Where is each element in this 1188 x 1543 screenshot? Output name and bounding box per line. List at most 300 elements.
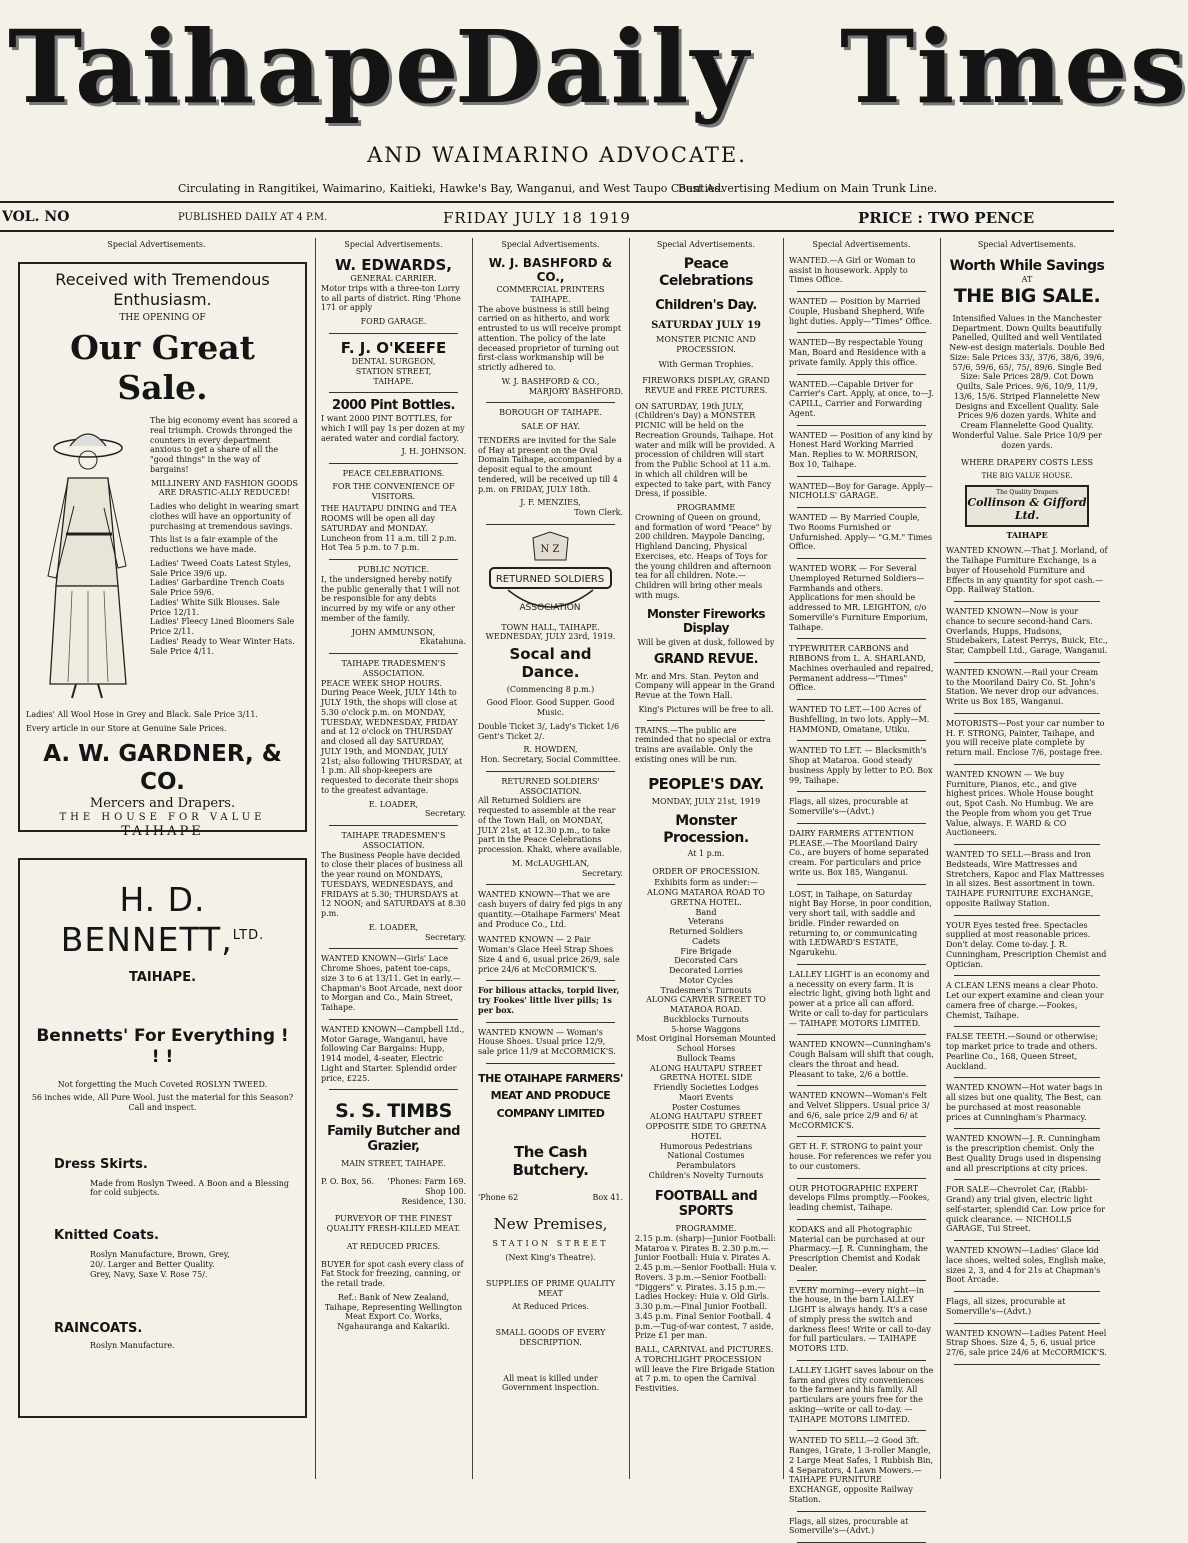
rs-commencing: (Commencing 8 p.m.): [506, 684, 595, 694]
divider: [954, 764, 1100, 765]
bennett-ltd: LTD.: [232, 928, 265, 943]
timbs-address: MAIN STREET, TAIHAPE.: [341, 1159, 446, 1169]
knitted-coats-text: Roslyn Manufacture, Brown, Grey, 20/. Larger and Better Quality. Grey, Navy, Saxe V. Rose 75/.: [90, 1250, 230, 1279]
classified-ad: Flags, all sizes, procurable at Somerville's—(Advt.): [789, 797, 909, 816]
bashford-text: The above business is still being carried on as hitherto, and work entrusted to us will receive prompt attention. The policy of the late deceased proprietor of turning out first-class workmanship will be strictly adhered to.: [478, 304, 622, 372]
classified-ad: WANTED — Position by Married Couple, Husband Shepherd, Wife light duties. Apply—"Times" Office.: [789, 297, 932, 326]
divider: [486, 402, 615, 403]
timbs-box: P. O. Box, 56.: [321, 1177, 375, 1187]
gardner-ad: [18, 262, 307, 839]
procession-item: Poster Costumes: [671, 1102, 741, 1112]
pigs-ad: WANTED KNOWN—That we are cash buyers of dairy fed pigs in any quantity.—Otaihape Farmers' Meat and Produce Co., Ltd.: [478, 890, 623, 929]
classified-ad: WANTED KNOWN—Ladies' Glace kid lace shoes, welted soles, English make, sizes 2, 3, and 4 for 21s at Chapman's Boot Arcade.: [946, 1246, 1106, 1285]
programme-text: Crowning of Queen on ground, and formation of word "Peace" by 200 children. Maypole Dancing, Highland Dancing, Physical Exercises, etc. Heaps of Toys for the young children and afternoon tea for all children. Note.—Children will bring other meals with mugs.: [635, 512, 772, 600]
big-sale-list: Intensified Values in the Manchester Department. Down Quilts beautifully Panelled, Quilted and well Ventilated New-est design materials. Double Bed Size: Sale Prices 33/, 37/6, 38/6, 39/6, 57/6, 59/6, 65/, 75/, 89/6. Single Bed Size: Sale Prices 28/9. Cot Down Quilts, Sale Prices. 9/6, 10/9, 11/9, 13/6, 15/6. Striped Flannelette New Designs and Excellent Quality. Sale Prices 9/6 dozen yards. White and Cream Flannelette Good Quality. Wonderful Value. Sale Price 10/9 per dozen yards.: [949, 313, 1105, 450]
grand-revue-heading: GRAND REVUE.: [653, 651, 759, 667]
divider: [797, 374, 926, 375]
procession-item: 5-horse Waggons: [671, 1024, 741, 1034]
edwards-name: W. EDWARDS,: [335, 255, 452, 274]
classified-ad: WANTED KNOWN — We buy Furniture, Pianos, etc., and give highest prices. Whole House bought out, Spot Cash. No Humbug. We are the People from whom you get True Value, always. F. WARD & CO Auctioneers.: [946, 769, 1094, 838]
peace-headline: Peace Celebrations: [659, 255, 753, 289]
girls-shoes-ad: WANTED KNOWN—Girls' Lace Chrome Shoes, patent toe-caps, size 3 to 6 at 13/11. Get in early.—Chapman's Boot Arcade, next door to Morgan and Co., Main Street, Taihape.: [321, 954, 463, 1013]
classified-ad: WANTED — By Married Couple, Two Rooms Furnished or Unfurnished. Apply— "G.M." Times Office.: [789, 513, 932, 552]
procession-item: GRETNA HOTEL.: [670, 897, 742, 907]
bennett-town: TAIHAPE.: [128, 970, 197, 986]
tradesmen-secretary: Secretary.: [424, 809, 466, 819]
rsa-secretary: Secretary.: [581, 868, 623, 878]
bennett-name-text: H. D. BENNETT,: [60, 879, 233, 959]
procession-item: Band: [695, 907, 717, 917]
classified-ad: WANTED KNOWN.—Rail your Cream to the Mooriland Dairy Co. St. John's Station. We never drop our advances. Write us Box 185, Wanganui.: [946, 667, 1099, 707]
kings-pictures: King's Pictures will be free to all.: [638, 704, 774, 714]
divider: [329, 392, 458, 393]
classified-ad: LALLEY LIGHT is an economy and a necessity on every farm. It is electric light, giving both light and power at a price all can afford. Write or call to-day for particulars — TAIHAPE MOTORS LIMITED.: [789, 969, 931, 1028]
divider: [954, 713, 1100, 714]
column-2: [317, 238, 470, 1479]
peace-celebrations-programme: [635, 256, 777, 1394]
divider: [486, 1063, 615, 1064]
collinson-gifford-logo: [965, 485, 1089, 527]
german-trophies: With German Trophies.: [658, 360, 754, 370]
divider: [486, 1022, 615, 1023]
divider: [797, 1511, 926, 1512]
peace-celebrations-sub: FOR THE CONVENIENCE OF VISITORS.: [332, 481, 455, 501]
bashford-trade: COMMERCIAL PRINTERS: [496, 285, 605, 294]
big-value-house: THE BIG VALUE HOUSE.: [981, 472, 1073, 480]
divider: [797, 638, 926, 639]
divider: [797, 1085, 926, 1086]
best-advertising-line: Best Advertising Medium on Main Trunk Line.: [678, 182, 938, 195]
publication-schedule: PUBLISHED DAILY AT 4 P.M.: [178, 212, 328, 223]
gardner-headline: Received with Tremendous Enthusiasm.: [55, 269, 270, 309]
divider: [954, 844, 1100, 845]
divider: [954, 1179, 1100, 1180]
rsa-sign: M. McLAUGHLAN,: [511, 858, 590, 868]
procession-item: ALONG HAUTAPU STREET: [649, 1063, 763, 1073]
procession-order-heading: ORDER OF PROCESSION.: [652, 866, 760, 876]
column-heading: Special Advertisements.: [344, 240, 443, 249]
bashford-sign-2: MARJORY BASHFORD.: [528, 386, 623, 396]
divider: [797, 291, 926, 292]
fireworks-text: Will be given at dusk, followed by: [637, 637, 775, 647]
childrens-day: Children's Day.: [655, 297, 757, 313]
rs-text: Good Floor. Good Supper. Good Music.: [486, 698, 615, 718]
column-6: [942, 238, 1112, 1479]
classified-ad: WANTED KNOWN—Now is your chance to secure second-hand Cars. Overlands, Hupps, Hudsons, Studebakers, Latest Perrys, Buick, Etc., Star, Campbell Ltd., Garage, Wanganui.: [946, 607, 1108, 656]
procession-item: Most Original Horseman Mounted: [636, 1034, 776, 1044]
classified-ad: Flags, all sizes, procurable at Somerville's—(Advt.): [789, 1516, 909, 1536]
procession-item: Buckblocks Turnouts: [663, 1014, 749, 1024]
peace-celebrations-text: THE HAUTAPU DINING and TEA ROOMS will be open all day SATURDAY and MONDAY. Luncheon from 11 a.m. till 2 p.m. Hot Tea 5 p.m. to 7 p.m.: [321, 504, 457, 553]
procession-item: Tradesmen's Turnouts: [660, 985, 752, 995]
trains-notice: TRAINS.—The public are reminded that no special or extra trains are available. Only the existing ones will be run.: [635, 725, 771, 764]
logo-name: Collinson & Gifford Ltd.: [967, 495, 1087, 523]
gardner-ladies: Ladies who delight in wearing smart clothes will have an opportunity of purchasing at tremendous savings.: [150, 502, 299, 531]
procession-item: ALONG CARVER STREET TO: [646, 995, 766, 1005]
classified-ad: FALSE TEETH.—Sound or otherwise; top market price to trade and others. Pearline Co., 168, Queen Street, Auckland.: [946, 1032, 1098, 1071]
fashion-illustration: [26, 416, 146, 706]
procession-item: ALONG HAUTAPU STREET OPPOSITE SIDE TO GRETNA HOTEL: [645, 1112, 767, 1141]
campbell-garage-ad: WANTED KNOWN—Campbell Ltd., Motor Garage, Wanganui, have following Car Bargains: Hupp, 1914 model, 4-seater, Electric Light and Starter. Splendid order price, £225.: [321, 1024, 465, 1083]
issue-date: FRIDAY JULY 18 1919: [443, 209, 631, 227]
big-sale-ad: [946, 258, 1108, 541]
gardner-sale-title: Our Great Sale.: [70, 327, 255, 407]
column-1: [0, 238, 313, 1479]
classified-ad: WANTED—Boy for Garage. Apply—NICHOLLS' GARAGE.: [789, 481, 933, 501]
football-heading: FOOTBALL and SPORTS: [654, 1188, 758, 1220]
divider: [797, 1360, 926, 1361]
divider: [329, 1089, 458, 1090]
gardner-list-note: This list is a fair example of the reductions we have made.: [150, 535, 278, 555]
rsa-text: All Returned Soldiers are requested to assemble at the rear of the Town Hall, on MONDAY, JULY 21st, at 12.30 p.m., to take part in the Peace Celebrations procession. Khaki, where available.: [478, 796, 622, 855]
divider: [797, 1178, 926, 1179]
classified-ad: MOTORISTS—Post your car number to H. F. STRONG, Painter, Taihape, and you will receive plate complete by return mail. Enclose 7/6, postage free.: [946, 718, 1105, 758]
borough-subheading: SALE OF HAY.: [521, 422, 580, 431]
classified-ad: Flags, all sizes, procurable at Somerville's—(Advt.): [946, 1297, 1066, 1316]
divider: [329, 463, 458, 464]
divider: [797, 1034, 926, 1035]
peace-celebrations-heading: PEACE CELEBRATIONS.: [342, 469, 445, 479]
divider: [797, 964, 926, 965]
bennett-name: [30, 880, 295, 961]
rs-secretary: Hon. Secretary, Social Committee.: [480, 755, 621, 765]
timbs-phones: 'Phones: Farm 169. Shop 100. Residence, 130.: [387, 1177, 466, 1206]
procession-item: Perambulators: [676, 1161, 736, 1171]
divider: [954, 1323, 1100, 1324]
farmers-phone: 'Phone 62: [478, 1193, 519, 1203]
classified-ads: [942, 546, 1112, 1365]
badge-nz: N Z: [540, 543, 560, 555]
classified-ad: WANTED TO LET.—100 Acres of Bushfelling, in two lots. Apply—M. HAMMOND, Omatane, Utiku.: [789, 705, 930, 734]
divider: [954, 1026, 1100, 1027]
okeefe-address: STATION STREET,: [355, 366, 432, 376]
classified-ad: DAIRY FARMERS ATTENTION PLEASE.—The Mooriland Dairy Co., are buyers of home separated cream. For particulars and price write us. Box 185, Wanganui.: [789, 828, 929, 877]
timbs-buyer: BUYER for spot cash every class of Fat Stock for freezing, canning, or the retail trade.: [321, 1259, 464, 1289]
bennett-wool: 56 inches wide, All Pure Wool. Just the material for this Season? Call and inspect.: [31, 1093, 294, 1113]
procession-item: Children's Novelty Turnouts: [648, 1170, 764, 1180]
okeefe-town: TAIHAPE.: [373, 376, 414, 386]
edwards-sign: FORD GARAGE.: [360, 317, 427, 327]
list-item: Ladies' White Silk Blouses. Sale Price 12/11.: [150, 597, 280, 617]
peoples-day-date: MONDAY, JULY 21st, 1919: [651, 796, 761, 806]
gardner-intro: The big economy event has scored a real triumph. Crowds thronged the counters in every department anxious to get a share of all the "good things" in the way of bargains!: [150, 416, 298, 474]
monster-procession-heading: Monster Procession.: [663, 812, 749, 846]
masthead-rule: [0, 201, 1114, 203]
list-item: Ladies' Garbardine Trench Coats Sale Price 59/6.: [150, 578, 285, 598]
dress-skirts-text: Made from Roslyn Tweed. A Boon and a Blessing for cold subjects.: [90, 1178, 290, 1198]
procession-item: National Costumes: [667, 1151, 745, 1161]
timbs-name: S. S. TIMBS: [335, 1100, 452, 1123]
column-5: [785, 238, 938, 1536]
classified-ad: WANTED KNOWN—J. R. Cunningham is the prescription chemist. Only the Best Quality Drugs used in dispensing and all prescriptions at city prices.: [946, 1134, 1102, 1173]
divider: [329, 948, 458, 949]
returned-soldiers-badge: [478, 530, 623, 620]
borough-clerk: Town Clerk.: [574, 508, 623, 517]
classified-ad: KODAKS and all Photographic Material can be purchased at our Pharmacy.—J. R. Cunningham, the Prescription Chemist and Kodak Dealer.: [789, 1224, 928, 1273]
list-item: Ladies' Fleecy Lined Bloomers Sale Price 2/11.: [150, 617, 295, 637]
procession-item: Fire Brigade: [680, 946, 732, 956]
divider: [797, 1280, 926, 1281]
divider: [954, 662, 1100, 663]
classified-ad: FOR SALE—Chevrolet Car, (Rabbi-Grand) any trial given, electric light self-starter, splendid Car. Low price for quick clearance. — NICHOLLS GARAGE, Tui Street.: [946, 1185, 1105, 1234]
classified-ad: YOUR Eyes tested free. Spectacles supplied at most reasonable prices. Don't delay. Come to-day. J. R. Cunningham, Prescription Chemist and Optician.: [946, 920, 1107, 969]
football-programme-label: PROGRAMME.: [675, 1224, 737, 1234]
classified-ad: A CLEAN LENS means a clear Photo. Let our expert examine and clean your camera free of charge.—Fookes, Chemist, Taihape.: [946, 981, 1104, 1020]
classified-ad: WANTED.—Capable Driver for Carrier's Cart. Apply, at once, to—J. CAPILL, Carrier and Forwarding Agent.: [789, 379, 934, 418]
classified-ad: WANTED KNOWN—Ladies Patent Heel Strap Shoes. Size 4, 5, 6, usual price 27/6, sale price 24/6 at McCORMICK'S.: [946, 1328, 1107, 1358]
farmers-reduced: At Reduced Prices.: [512, 1302, 589, 1312]
timbs-purveyor: PURVEYOR OF THE FINEST QUALITY FRESH-KILLED MEAT.: [326, 1214, 461, 1234]
divider: [797, 823, 926, 824]
procession-item: Veterans: [688, 917, 724, 927]
heel-strap-shoes-ad: WANTED KNOWN — 2 Pair Woman's Glace Heel Strap Shoes Size 4 and 6, usual price 26/9, sale price 24/6 at McCORMICK'S.: [478, 935, 620, 974]
column-heading: Special Advertisements.: [501, 240, 600, 249]
bashford-town: TAIHAPE.: [530, 294, 571, 304]
divider: [797, 884, 926, 885]
classified-ad: WANTED — Position of any kind by Honest Hard Working Married Man. Replies to W. MORRISON, Box 10, Taihape.: [789, 430, 933, 469]
classified-ad: WANTED KNOWN—Woman's Felt and Velvet Slippers. Usual price 3/ and 6/6, sale price 2/9 and 6/ at McCORMICK'S.: [789, 1091, 930, 1130]
masthead-title-times: Times: [840, 8, 1188, 126]
divider: [954, 915, 1100, 916]
volume-number: VOL. NO: [2, 209, 70, 225]
rs-sign: R. HOWDEN,: [523, 745, 578, 755]
tradesmen-hours-secretary: Secretary.: [424, 932, 466, 942]
raincoats-text: Roslyn Manufacture.: [90, 1341, 175, 1351]
bashford-sign: W. J. BASHFORD & CO.,: [501, 376, 600, 386]
gardner-millinery: MILLINERY AND FASHION GOODS ARE DRASTIC-ALLY REDUCED!: [150, 478, 299, 498]
column-3: [474, 238, 627, 1479]
divider: [797, 1430, 926, 1431]
divider: [797, 791, 926, 792]
public-notice-place: Ekatahuna.: [419, 637, 466, 647]
classified-ad: WANTED KNOWN—Hot water bags in all sizes but one quality, The Best, can be purchased at most reasonable prices at Cunningham's Pharmacy.: [946, 1083, 1103, 1122]
classified-ad: WANTED KNOWN.—That J. Morland, of the Taihape Furniture Exchange, is a buyer of Household Furniture and Effects in any quantity for spot cash.—Opp. Railway Station.: [946, 546, 1108, 595]
classified-ad: TYPEWRITER CARBONS and RIBBONS from L. A. SHARLAND, Machines overhauled and repaired, Permanent address—"Times" Office.: [789, 644, 934, 693]
divider: [797, 699, 926, 700]
new-premises-heading: New Premises,: [493, 1214, 608, 1233]
classified-ad: WANTED KNOWN—Cunningham's Cough Balsam will shift that cough, clears the throat and head. Pleasant to take, 2/6 a bottle.: [789, 1040, 934, 1079]
list-item: Ladies' Tweed Coats Latest Styles, Sale Price 39/6 up.: [150, 558, 291, 578]
divider: [329, 1019, 458, 1020]
divider: [797, 476, 926, 477]
divider: [329, 825, 458, 826]
procession-item: Decorated Cars: [674, 956, 738, 966]
okeefe-ad: [321, 339, 466, 387]
cash-butchery-heading: The Cash Butchery.: [512, 1142, 589, 1179]
rs-social-heading: Socal and Dance.: [509, 645, 592, 682]
timbs-reduced: AT REDUCED PRICES.: [346, 1241, 441, 1251]
divider: [797, 740, 926, 741]
edwards-trade: GENERAL CARRIER.: [350, 274, 437, 284]
gardner-town: TAIHAPE: [121, 823, 204, 839]
tradesmen-sign: E. LOADER,: [368, 799, 419, 809]
procession-item: GRETNA HOTEL SIDE: [659, 1073, 753, 1083]
programme-heading: PROGRAMME: [676, 503, 736, 513]
savings-heading: Worth While Savings: [949, 257, 1105, 274]
masthead-title-daily: Daily: [455, 8, 751, 126]
picnic-text: ON SATURDAY, 19th JULY, (Children's Day) a MONSTER PICNIC will be held on the Recreation Grounds, Taihape. Hot water and milk will be provided. A procession of children will start from the Public School at 11 a.m. in which all children will be expected to take part, with Fancy Dress, if possible.: [635, 401, 775, 499]
procession-item: Cadets: [691, 936, 721, 946]
classified-ad: LOST, in Taihape, on Saturday night Bay Horse, in poor condition, very short tail, with saddle and bridle. Finder rewarded on returning to, or communicating with LEDWARD'S ESTATE, Ngarukehu.: [789, 889, 932, 957]
bennett-slogan: Bennetts' For Everything ! ! !: [36, 1026, 289, 1067]
timbs-ad: [321, 1100, 466, 1331]
borough-sign: J. F. MENZIES,: [520, 498, 581, 508]
pint-bottles-ad: [321, 398, 466, 457]
column-heading: Special Advertisements.: [977, 240, 1077, 249]
divider: [954, 601, 1100, 602]
borough-text: TENDERS are invited for the Sale of Hay at present on the Oval Domain Taihape, accompanied by a deposit equal to the amount tendered, will be received up till 4 p.m. on FRIDAY, JULY 18th.: [478, 435, 622, 494]
divider: [329, 333, 458, 334]
divider: [954, 975, 1100, 976]
procession-item: Returned Soldiers: [669, 927, 743, 937]
classified-ad: WANTED TO LET. — Blacksmith's Shop at Mataroa. Good steady business Apply by letter to P.O. Box 99, Taihape.: [789, 746, 933, 785]
divider: [797, 1136, 926, 1137]
masthead-subtitle: AND WAIMARINO ADVOCATE.: [367, 143, 747, 167]
divider: [954, 1291, 1100, 1292]
bennett-roslyn: Not forgetting the Much Coveted ROSLYN TWEED.: [57, 1079, 268, 1089]
divider: [486, 771, 615, 772]
peoples-day-heading: PEOPLE'S DAY.: [648, 774, 764, 793]
classified-ad: GET H. F. STRONG to paint your house. For references we refer you to our customers.: [789, 1142, 932, 1171]
rs-tickets: Double Ticket 3/, Lady's Ticket 1/6 Gent's Ticket 2/.: [478, 721, 620, 741]
column-4: [631, 238, 781, 1479]
column-heading: Special Advertisements.: [107, 240, 206, 249]
classified-ads: [785, 256, 938, 1543]
masthead-title-taihape: Taihape: [8, 8, 461, 126]
logo-town: TAIHAPE: [1006, 529, 1048, 540]
farmers-near: (Next King's Theatre).: [505, 1253, 596, 1263]
returned-soldiers-ad: [478, 530, 623, 765]
gardner-genuine: Every article in our Store at Genuine Sale Prices.: [26, 723, 227, 733]
borough-ad: [478, 408, 623, 518]
borough-heading: BOROUGH OF TAIHAPE.: [499, 408, 602, 418]
divider: [954, 1364, 1100, 1365]
divider: [954, 1077, 1100, 1078]
divider: [329, 653, 458, 654]
dateline-rule: [0, 230, 1114, 232]
farmers-small-goods: SMALL GOODS OF EVERY DESCRIPTION.: [495, 1328, 606, 1347]
tradesmen-hours-text: The Business People have decided to close their places of business all the year round on MONDAYS, TUESDAYS, WEDNESDAYS, and FRIDAYS at 5.30; THURSDAYS at 12 NOON; and SATURDAYS at 8.30 p.m.: [321, 850, 466, 919]
procession-item: Maori Events: [678, 1092, 734, 1102]
public-notice-ad: [321, 565, 466, 647]
knitted-coats-heading: Knitted Coats.: [54, 1228, 159, 1244]
tradesmen-text: PEACE WEEK SHOP HOURS. During Peace Week, JULY 14th to JULY 19th, the shops will close at 5.30 o'clock p.m. on MONDAY, TUESDAY, WEDNESDAY, FRIDAY and at 12 o'clock on THURSDAY and closed all day SATURDAY, JULY 19th, and MONDAY, JULY 21st; also following THURSDAY, at 1 p.m. All shop-keepers are requested to decorate their shops to the greatest advantage.: [321, 678, 463, 795]
house-shoes-ad: WANTED KNOWN — Woman's House Shoes. Usual price 12/9, sale price 11/9 at McCORMICK'S.: [478, 1027, 616, 1057]
procession-item: Humorous Pedestrians: [659, 1141, 753, 1151]
procession-item: Decorated Lorries: [669, 966, 743, 976]
tradesmen-heading: TAIHAPE TRADESMEN'S ASSOCIATION.: [341, 659, 446, 678]
timbs-references: Ref.: Bank of New Zealand, Taihape, Representing Wellington Meat Export Co. Works, Ngahauranga and Kakariki.: [324, 1292, 463, 1332]
farmers-street: STATION STREET: [492, 1239, 609, 1249]
divider: [797, 507, 926, 508]
gardner-opening: THE OPENING OF: [119, 312, 206, 323]
price: PRICE : TWO PENCE: [858, 209, 1035, 227]
rs-hall: TOWN HALL, TAIHAPE.: [501, 622, 600, 632]
classified-ad: WANTED TO SELL—Brass and Iron Bedsteads, Wire Mattresses and Stretchers, Kapoc and Flax Mattresses in all sizes. Best assortment in town. TAIHAPE FURNITURE EXCHANGE, opposite Railway Station.: [946, 850, 1105, 908]
liver-pills-ad: For bilious attacks, torpid liver, try Fookes' little liver pills; 1s per box.: [478, 985, 620, 1015]
divider: [329, 559, 458, 560]
divider: [797, 425, 926, 426]
gardner-price-list: [150, 559, 299, 657]
pint-bottles-sign: J. H. JOHNSON.: [401, 447, 466, 457]
peace-celebrations-ad: [321, 469, 466, 553]
drapery-costs-less: WHERE DRAPERY COSTS LESS: [961, 458, 1093, 468]
column-heading: Special Advertisements.: [656, 240, 756, 249]
dress-skirts-heading: Dress Skirts.: [54, 1156, 148, 1172]
list-item: Ladies' Ready to Wear Winter Hats. Sale Price 4/11.: [150, 636, 295, 656]
timbs-trade: Family Butcher and Grazier,: [327, 1123, 460, 1155]
divider: [797, 1219, 926, 1220]
divider: [647, 720, 765, 721]
farmers-inspection: All meat is killed under Government inspection.: [501, 1373, 600, 1393]
divider: [954, 1128, 1100, 1129]
gardner-trade: Mercers and Drapers.: [89, 795, 236, 811]
farmers-heading: THE OTAIHAPE FARMERS' MEAT AND PRODUCE COMPANY LIMITED: [478, 1071, 623, 1121]
column-heading: Special Advertisements.: [812, 240, 911, 249]
procession-item: MATAROA ROAD.: [669, 1005, 743, 1015]
gardner-motto: THE HOUSE FOR VALUE: [59, 811, 266, 823]
saturday-date: SATURDAY JULY 19: [651, 319, 761, 331]
rsa-heading: RETURNED SOLDIERS' ASSOCIATION.: [501, 776, 600, 796]
public-notice-text: I, the undersigned hereby notify the public generally that I will not be responsible for any debts incurred by my wife or any other member of the family.: [321, 574, 460, 623]
football-programme: 2.15 p.m. (sharp)—Junior Football: Mataroa v. Pirates B. 2.30 p.m.—Junior Football: Huia v. Pirates A. 2.45 p.m.—Senior Football: Huia v. Rovers. 3 p.m.—Senior Football: "Diggers" v. Pirates. 3.15 p.m.—Ladies Hockey: Huia v. Old Girls. 3.30 p.m.—Final Junior Football. 3.45 p.m. Final Senior Football. 4 p.m.—Tug-of-war contest, 7 aside, Prize £1 per man.: [635, 1233, 777, 1341]
tradesmen-association-ad: [321, 659, 466, 819]
public-notice-heading: PUBLIC NOTICE.: [357, 565, 430, 575]
dateline: [0, 205, 1114, 227]
circulation-line: Circulating in Rangitikei, Waimarino, Kaitieki, Hawke's Bay, Wanganui, and West Taupo Counties.: [178, 182, 724, 195]
classified-ad: WANTED TO SELL—2 Good 3ft. Ranges, 1Grate, 1 3-roller Mangle, 2 Large Meat Safes, 1 Rubbish Bin, 4 Separators, 4 Lawn Mowers.—TAIHAPE FURNITURE EXCHANGE, opposite Railway Station.: [789, 1436, 934, 1504]
procession-item: Exhibits form as under:—: [654, 878, 758, 888]
divider: [797, 558, 926, 559]
fireworks-revue: FIREWORKS DISPLAY, GRAND REVUE and FREE PICTURES.: [642, 376, 770, 395]
badge-returned-soldiers: RETURNED SOLDIERS: [495, 573, 605, 585]
divider: [797, 332, 926, 333]
farmers-supplies: SUPPLIES OF PRIME QUALITY MEAT: [485, 1278, 616, 1298]
classified-ad: WANTED.—A Girl or Woman to assist in housework. Apply to Times Office.: [789, 255, 916, 285]
revue-text: Mr. and Mrs. Stan. Peyton and Company will appear in the Grand Revue at the Town Hall.: [635, 671, 775, 701]
gardner-name: A. W. GARDNER, & CO.: [43, 740, 282, 795]
tradesmen-hours-sign: E. LOADER,: [368, 922, 419, 932]
divider: [486, 524, 615, 525]
rsa-notice-ad: [478, 777, 623, 879]
procession-item: Bullock Teams: [676, 1053, 736, 1063]
public-notice-sign: JOHN AMMUNSON,: [351, 627, 436, 637]
okeefe-name: F. J. O'KEEFE: [340, 338, 447, 357]
farmers-box: Box 41.: [592, 1193, 623, 1203]
procession-time: At 1 p.m.: [687, 848, 725, 858]
tradesmen-hours-ad: [321, 831, 466, 942]
savings-at: AT: [1021, 274, 1033, 284]
logo-tagline: The Quality Drapers: [996, 488, 1058, 496]
rs-date: WEDNESDAY, JULY 23rd, 1919.: [485, 632, 616, 642]
edwards-ad: [321, 256, 466, 327]
divider: [954, 1240, 1100, 1241]
procession-item: Motor Cycles: [679, 975, 733, 985]
raincoats-heading: RAINCOATS.: [54, 1321, 143, 1337]
bashford-name: W. J. BASHFORD & CO.,: [488, 255, 613, 285]
bashford-ad: [478, 256, 623, 397]
pint-bottles-text: I want 2000 PINT BOTTLES, for which I will pay 1s per dozen at my aerated water and cordial factory.: [321, 414, 465, 443]
fireworks-heading: Monster Fireworks Display: [646, 606, 766, 636]
divider: [486, 980, 615, 981]
procession-item: ALONG MATAROA ROAD TO: [647, 888, 765, 898]
procession-order-list: [635, 878, 777, 1180]
okeefe-trade: DENTAL SURGEON,: [351, 357, 436, 367]
picnic-heading: MONSTER PICNIC AND PROCESSION.: [656, 334, 756, 354]
gardner-hose: Ladies' All Wool Hose in Grey and Black. Sale Price 3/11.: [26, 710, 258, 720]
tradesmen-hours-heading: TAIHAPE TRADESMEN'S ASSOCIATION.: [341, 831, 446, 850]
ball-carnival: BALL, CARNIVAL and PICTURES. A TORCHLIGHT PROCESSION will leave the Fire Brigade Station at 7 p.m. to open the Carnival Festivities.: [635, 1345, 775, 1394]
